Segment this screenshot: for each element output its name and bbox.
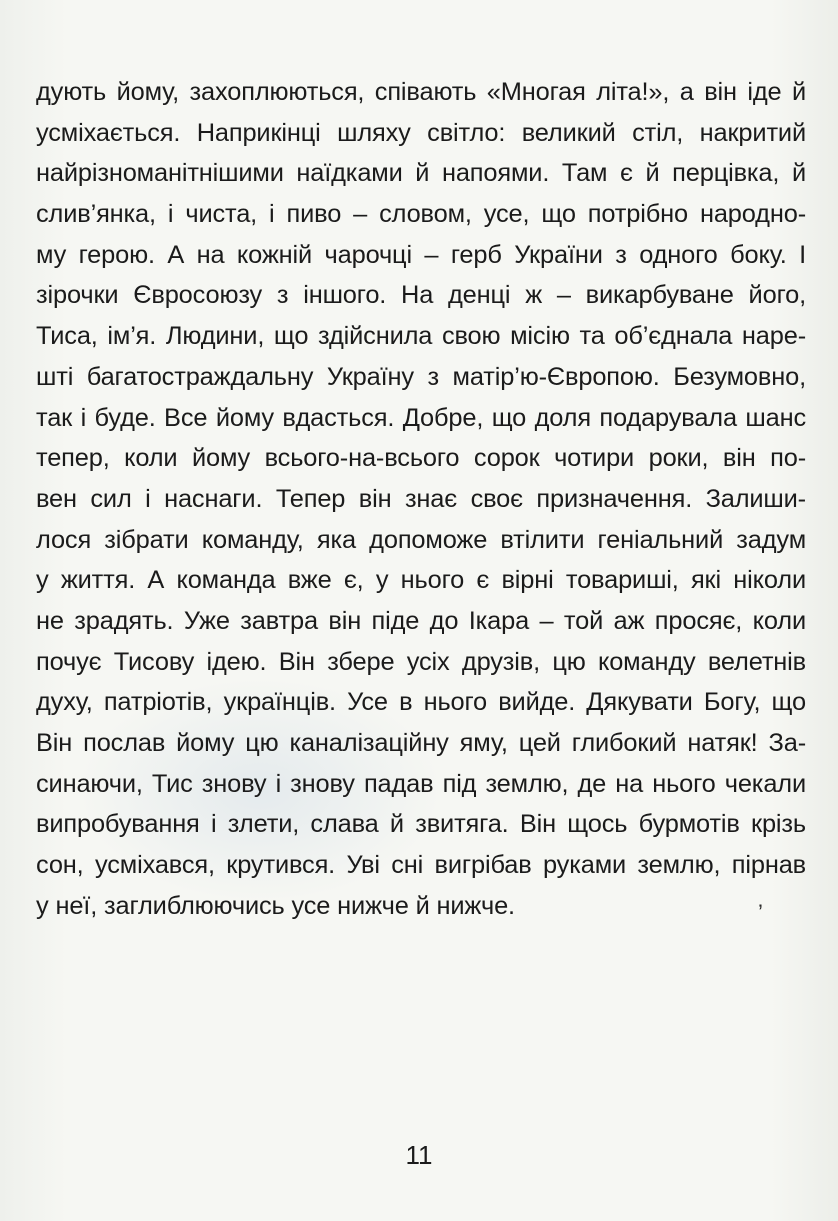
text-line: найрізноманітнішими наїдками й напоями. Там є й перцівка, й	[36, 159, 806, 188]
text-line: так і буде. Все йому вдасться. Добре, що доля подарувала шанс	[36, 403, 806, 432]
text-line: усміхається. Наприкінці шляху світло: великий стіл, накритий	[36, 118, 806, 147]
page-number: 11	[405, 1140, 433, 1170]
text-line: у неї, заглиблюючись усе нижче й нижче.	[36, 891, 515, 920]
text-line: сон, усміхався, крутився. Уві сні вигрібав руками землю, пірнав	[36, 851, 806, 880]
text-line: не зрадять. Уже завтра він піде до Ікара – той аж просяє, коли	[36, 606, 806, 635]
text-line: дують йому, захоплюються, співають «Многая літа!», а він іде й	[36, 78, 806, 106]
text-line: зірочки Євросоюзу з іншого. На денці ж – викарбуване його,	[36, 281, 806, 310]
text-line: духу, патріотів, українців. Усе в нього вийде. Дякувати Богу, що	[36, 688, 806, 717]
text-line: тепер, коли йому всього-на-всього сорок чотири роки, він по-	[36, 444, 806, 473]
text-line: Він послав йому цю каналізаційну яму, цей глибокий натяк! За-	[36, 729, 806, 757]
text-line: у життя. А команда вже є, у нього є вірні товариші, які ніколи	[36, 566, 806, 595]
body-text	[36, 72, 806, 926]
text-line: Тиса, ім’я. Людини, що здійснила свою місію та об’єднала наре-	[36, 322, 806, 351]
text-line: шті багатостраждальну Україну з матір’ю-Європою. Безумовно,	[36, 362, 806, 391]
text-line: вен сил і наснаги. Тепер він знає своє призначення. Залиши-	[36, 484, 806, 513]
text-line: випробування і злети, слава й звитяга. Він щось бурмотів крізь	[36, 810, 806, 839]
text-line: лося зібрати команду, яка допоможе втілити геніальний задум	[36, 525, 806, 554]
stray-mark: ’	[758, 900, 763, 925]
text-line: почує Тисову ідею. Він збере усіх друзів, цю команду велетнів	[36, 647, 806, 676]
text-line: му герою. А на кожній чарочці – герб України з одного боку. І	[36, 240, 806, 269]
text-line: слив’янка, і чиста, і пиво – словом, усе, що потрібно народно-	[36, 200, 806, 229]
text-line: синаючи, Тис знову і знову падав під землю, де на нього чекали	[36, 769, 806, 798]
